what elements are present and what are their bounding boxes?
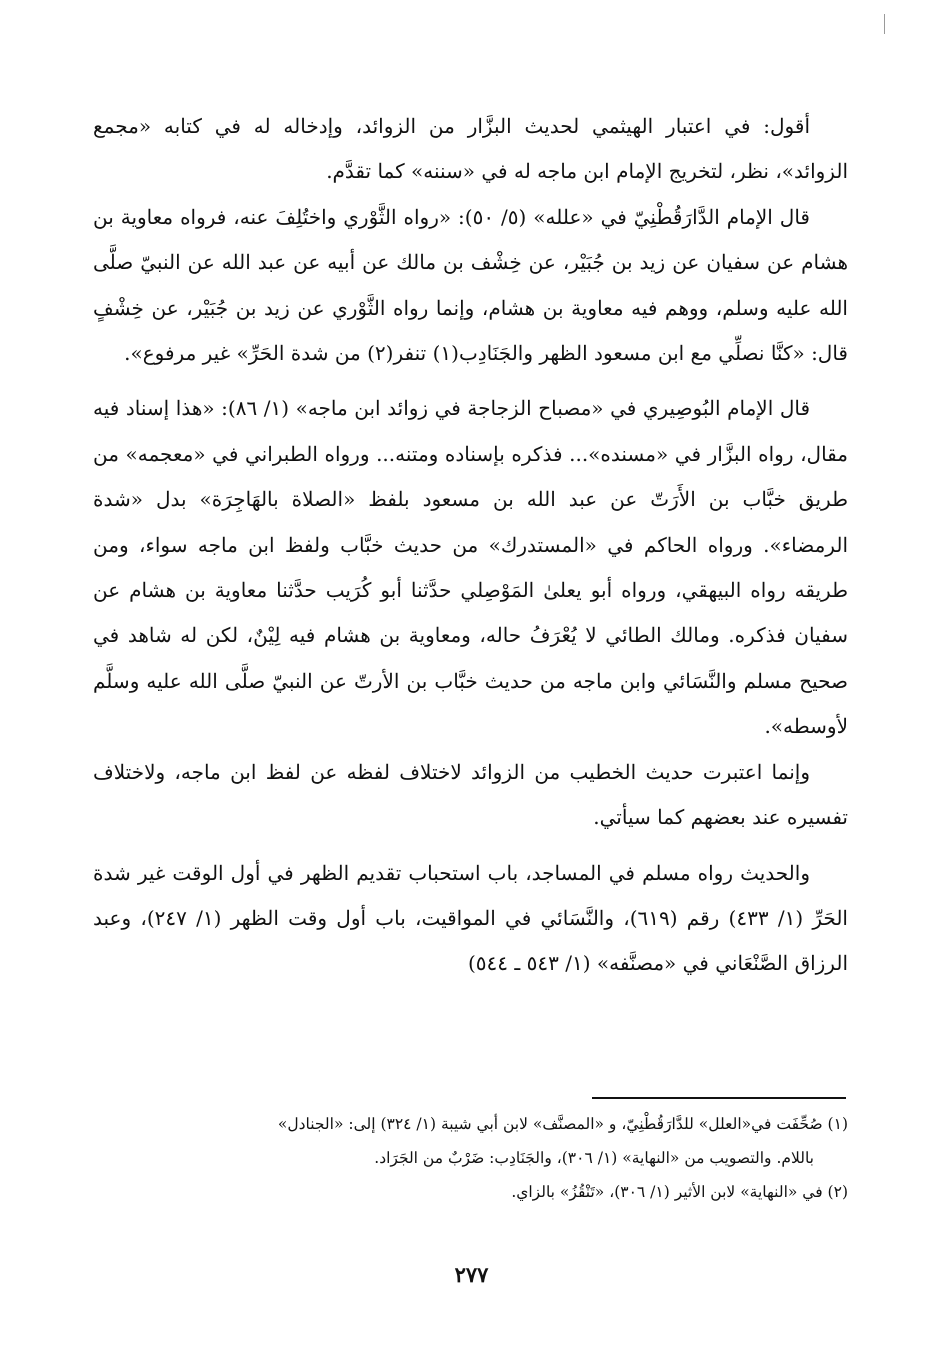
paragraph-aqool: أقول: في اعتبار الهيثمي لحديث البزَّار من الزوائد، وإدخاله له في كتابه «مجمع الزوائد»، نظر، لتخريج الإمام ابن ماجه له في «سننه» كما تقدَّم. — [93, 114, 848, 184]
main-text-body — [93, 104, 848, 987]
page-number: ٢٧٧ — [454, 1262, 489, 1287]
footnote-1 — [93, 1107, 848, 1141]
paragraph-daraqutni-quote: قال الإمام الدَّارَقُطْنِيّ في «علله» (٥/ ٥٠): «رواه الثَّوْري واختُلِفَ عنه، فرواه معاوية بن هشام عن سفيان عن زيد بن جُبَيْر، عن خِشْف بن مالك عن أبيه عن عبد الله عن النبيّ صلَّى الله عليه وسلم، ووهم فيه معاوية بن هشام، وإنما رواه الثَّوْري عن زيد بن جُبَيْر، عن خِشْفٍ قال: «كنَّا نصلِّي مع ابن مسعود الظهر والجَنَادِب(١) تنفر(٢) من شدة الحَرِّ» غير مرفوع». — [93, 204, 848, 366]
footnote-1-number: (١) — [827, 1115, 848, 1133]
footnote-2 — [93, 1175, 848, 1209]
footnotes — [93, 1107, 848, 1209]
footnote-2-number: (٢) — [827, 1183, 848, 1201]
paragraph-khatib-note: وإنما اعتبرت حديث الخطيب من الزوائد لاختلاف لفظه عن لفظ ابن ماجه، ولاختلاف تفسيره عند بعضهم كما سيأتي. — [93, 759, 848, 830]
paragraph-busiri-quote: قال الإمام البُوصِيري في «مصباح الزجاجة في زوائد ابن ماجه» (١/ ٨٦): «هذا إسناد فيه مقال، رواه البزَّار في «مسنده»... فذكره بإسناده ومتنه... ورواه الطبراني في «معجمه» من طريق خبَّاب بن الأَرَتّ عن عبد الله بن مسعود بلفظ «الصلاة بالهَاجِرَة» بدل «شدة الرمضاء». ورواه الحاكم في «المستدرك» من حديث خبَّاب ولفظ ابن ماجه سواء، ومن طريقه رواه البيهقي، ورواه أبو يعلىٰ المَوْصِلي حدَّثنا أبو كُرَيب حدَّثنا معاوية بن هشام عن سفيان فذكره. ومالك الطائي لا يُعْرَفُ حاله، ومعاوية بن هشام فيه لِيْنٌ، لكن له شاهد في صحيح مسلم والنَّسَائي وابن ماجه من حديث خبَّاب بن الأرتّ عن النبيّ صلَّى الله عليه وسلَّم لأوسطه». — [93, 396, 848, 739]
scan-edge-mark — [884, 14, 885, 34]
footnote-2-text: في «النهاية» لابن الأثير (١/ ٣٠٦)، «تَنْقُزُ» بالزاي. — [511, 1183, 823, 1201]
paragraph-hadith-sources: والحديث رواه مسلم في المساجد، باب استحباب تقديم الظهر في أول الوقت غير شدة الحَرِّ (١/ ٤٣٣) رقم (٦١٩)، والنَّسَائي في المواقيت، باب أول وقت الظهر (١/ ٢٤٧)، وعبد الرزاق الصَّنْعَاني في «مصنَّفه» (١/ ٥٤٣ ـ ٥٤٤) — [93, 860, 848, 976]
footnote-1-continuation: باللام. والتصويب من «النهاية» (١/ ٣٠٦)، والجَنَادِب: ضَرْبٌ من الجَرَاد. — [374, 1149, 814, 1167]
footnote-separator — [592, 1097, 846, 1099]
footnote-1-text: صُحِّفَت في«العلل» للدَّارَقُطْنِيّ، و «المصنَّف» لابن أبي شيبة (١/ ٣٢٤) إلى: «الجنادل» — [277, 1115, 823, 1133]
